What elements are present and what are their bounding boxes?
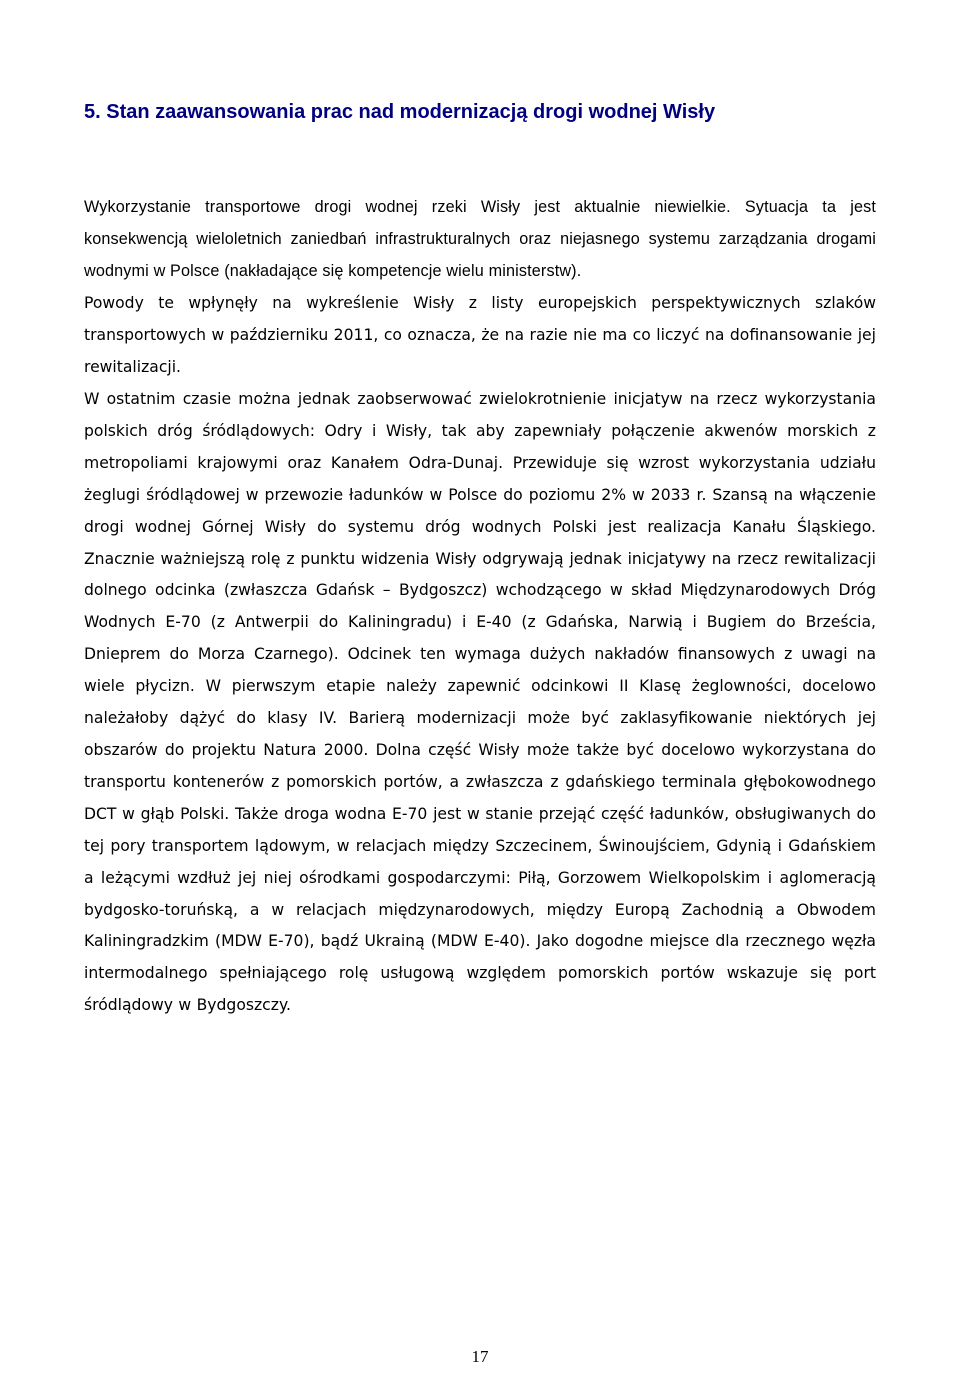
section-heading: 5. Stan zaawansowania prac nad modernizacją drogi wodnej Wisły (84, 101, 716, 123)
page-number: 17 (471, 1347, 489, 1366)
paragraph-3: W ostatnim czasie można jednak zaobserwować zwielokrotnienie inicjatyw na rzecz wykorzystania polskich dróg śródlądowych: Odry i Wisły, tak aby zapewniały połączenie akwenów morskich z metropoliami krajowymi oraz Kanałem Odra-Dunaj. Przewiduje się wzrost wykorzystania udziału żeglugi śródlądowej w przewozie ładunków w Polsce do poziomu 2% w 2033 r. Szansą na włączenie drogi wodnej Górnej Wisły do systemu dróg wodnych Polski jest realizacja Kanału Śląskiego. Znacznie ważniejszą rolę z punktu widzenia Wisły odgrywają jednak inicjatywy na rzecz rewitalizacji dolnego odcinka (zwłaszcza Gdańsk – Bydgoszcz) wchodzącego w skład Międzynarodowych Dróg Wodnych E-70 (z Antwerpii do Kaliningradu) i E-40 (z Gdańska, Narwią i Bugiem do Brześcia, Dnieprem do Morza Czarnego). Odcinek ten wymaga dużych nakładów finansowych z uwagi na wiele płycizn. W pierwszym etapie należy zapewnić odcinkowi II Klasę żeglowności, docelowo należałoby dążyć do klasy IV. Barierą modernizacji może być zaklasyfikowanie niektórych jej obszarów do projektu Natura 2000. Dolna część Wisły może także być docelowo wykorzystana do transportu kontenerów z pomorskich portów, a zwłaszcza z gdańskiego terminala głębokowodnego DCT w głąb Polski. Także droga wodna E-70 jest w stanie przejąć część ładunków, obsługiwanych do tej pory transportem lądowym, w relacjach między Szczecinem, Świnoujściem, Gdynią i Gdańskiem a leżącymi wzdłuż jej niej ośrodkami gospodarczymi: Piłą, Gorzowem Wielkopolskim i aglomeracją bydgosko-toruńską, a w relacjach międzynarodowych, między Europą Zachodnią a Obwodem Kaliningradzkim (MDW E-70), bądź Ukrainą (MDW E-40). Jako dogodne miejsce dla rzecznego węzła intermodalnego spełniającego rolę usługową względem pomorskich portów wskazuje się port śródlądowy w Bydgoszczy. (84, 390, 876, 1015)
paragraph-1: Wykorzystanie transportowe drogi wodnej rzeki Wisły jest aktualnie niewielkie. Sytuacja ta jest konsekwencją wieloletnich zaniedbań infrastrukturalnych oraz niejasnego systemu zarządzania drogami wodnymi w Polsce (nakładające się kompetencje wielu ministerstw). (84, 198, 876, 280)
paragraph-2: Powody te wpłynęły na wykreślenie Wisły z listy europejskich perspektywicznych szlaków transportowych w październiku 2011, co oznacza, że na razie nie ma co liczyć na dofinansowanie jej rewitalizacji. (84, 294, 876, 376)
